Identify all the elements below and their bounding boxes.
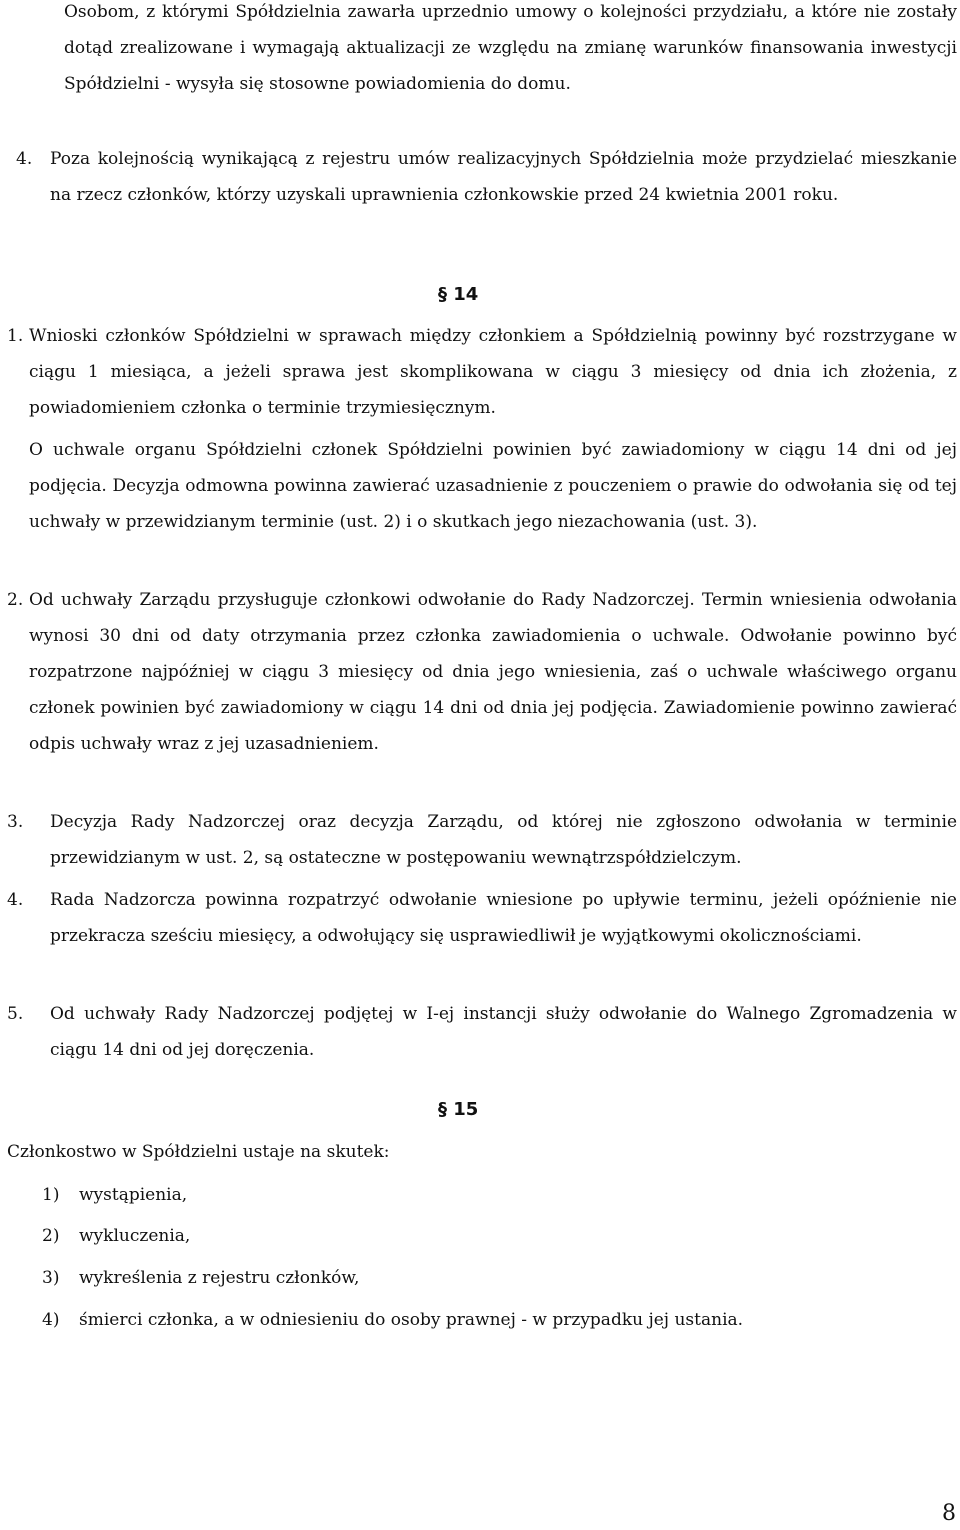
section-14-heading: § 14 — [438, 284, 479, 305]
item-text: Od uchwały Zarządu przysługuje członkowi odwołanie do Rady Nadzorczej. Termin wniesienia odwołania wynosi 30 dni od daty otrzymania przez członka zawiadomienia o uchwale. Odwołanie powinno być rozpatrzone najpóźniej w ciągu 3 miesięcy od dnia jego wniesienia, zaś o uchwale właściwego organu członek powinien być zawiadomiony w ciągu 14 dni od dnia jej podjęcia. Zawiadomienie powinno zawierać odpis uchwały wraz z jej uzasadnieniem. — [29, 590, 957, 754]
section-15-intro: Członkostwo w Spółdzielni ustaje na skutek: — [7, 1142, 390, 1162]
item-text: Wnioski członków Spółdzielni w sprawach między członkiem a Spółdzielnią powinny być rozstrzygane w ciągu 1 miesiąca, a jeżeli sprawa jest skomplikowana w ciągu 3 miesięcy od dnia ich złożenia, z powiadomieniem członka o terminie trzymiesięcznym. — [29, 326, 957, 418]
list-item-text: śmierci członka, a w odniesieniu do osoby prawnej - w przypadku jej ustania. — [79, 1310, 744, 1330]
item-text: Decyzja Rady Nadzorczej oraz decyzja Zarządu, od której nie zgłoszono odwołania w terminie przewidzianym w ust. 2, są ostateczne w postępowaniu wewnątrzspółdzielczym. — [50, 812, 957, 868]
item-number: 5. — [7, 1004, 24, 1024]
item-text: O uchwale organu Spółdzielni członek Spółdzielni powinien być zawiadomiony w ciągu 14 dni od jej podjęcia. Decyzja odmowna powinna zawierać uzasadnienie z pouczeniem o prawie do odwołania się od tej uchwały w przewidzianym terminie (ust. 2) i o skutkach jego niezachowania (ust. 3). — [29, 440, 957, 532]
list-item-number: 3) — [42, 1268, 60, 1288]
item-text: Rada Nadzorcza powinna rozpatrzyć odwołanie wniesione po upływie terminu, jeżeli opóźnienie nie przekracza sześciu miesięcy, a odwołujący się usprawiedliwił je wyjątkowymi okolicznościami. — [50, 890, 957, 946]
page-number: 8 — [942, 1501, 956, 1526]
intro-paragraph: Osobom, z którymi Spółdzielnia zawarła uprzednio umowy o kolejności przydziału, a które nie zostały dotąd zrealizowane i wymagają aktualizacji ze względu na zmianę warunków finansowania inwestycji Spółdzielni - wysyła się stosowne powiadomienia do domu. — [64, 2, 957, 94]
list-item-text: wykluczenia, — [79, 1226, 191, 1246]
item-number: 3. — [7, 812, 24, 832]
list-item-text: wykreślenia z rejestru członków, — [79, 1268, 360, 1288]
list-item-number: 4) — [42, 1310, 60, 1330]
item-number: 1. — [7, 326, 24, 346]
item-number: 2. — [7, 590, 24, 610]
list-item-text: wystąpienia, — [79, 1185, 188, 1205]
section-15-heading: § 15 — [438, 1099, 479, 1120]
item-text: Od uchwały Rady Nadzorczej podjętej w I-ej instancji służy odwołanie do Walnego Zgromadzenia w ciągu 14 dni od jej doręczenia. — [50, 1004, 957, 1060]
list-item-number: 1) — [42, 1185, 60, 1205]
item-number: 4. — [7, 890, 24, 910]
item-text: Poza kolejnością wynikającą z rejestru umów realizacyjnych Spółdzielnia może przydzielać mieszkanie na rzecz członków, którzy uzyskali uprawnienia członkowskie przed 24 kwietnia 2001 roku. — [50, 149, 957, 205]
item-number: 4. — [16, 149, 33, 169]
list-item-number: 2) — [42, 1226, 60, 1246]
